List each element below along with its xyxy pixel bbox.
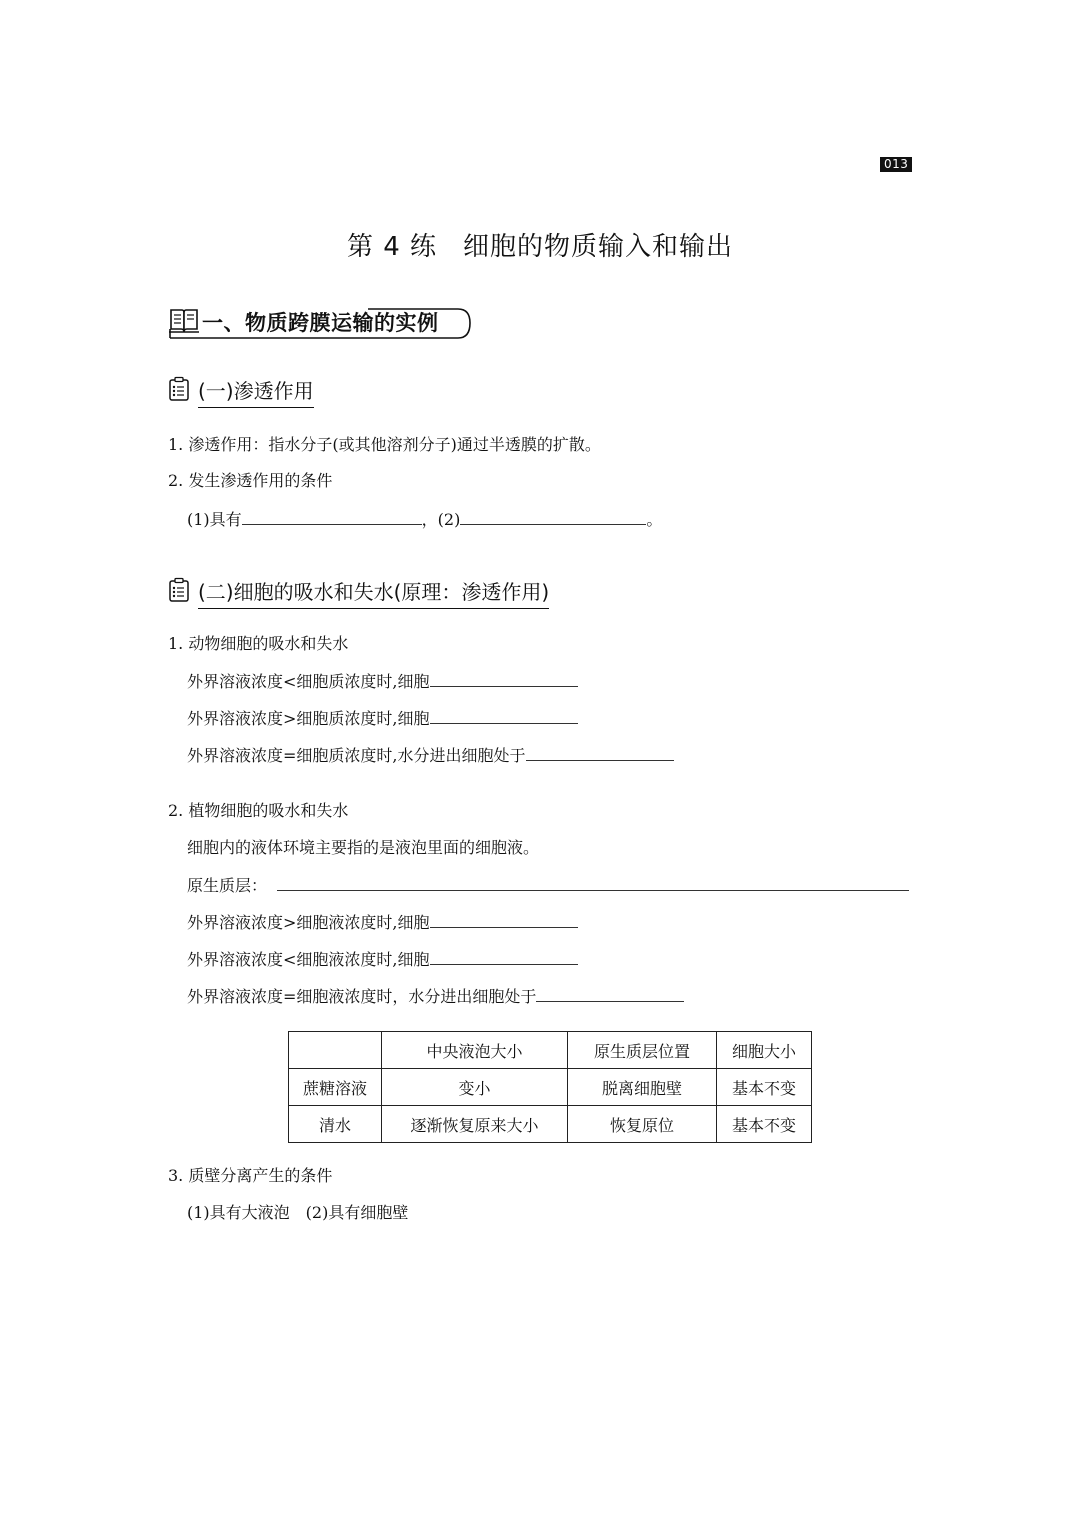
condition-1-label: (1)具有: [187, 510, 242, 529]
plant-cell-heading: 2. 植物细胞的吸水和失水: [168, 801, 349, 820]
answer-blank[interactable]: [430, 670, 578, 687]
plasmolysis-conditions-line: (1)具有大液泡 (2)具有细胞壁: [187, 1203, 409, 1222]
table-header-row: [289, 1032, 812, 1069]
osmosis-conditions-line: [187, 508, 662, 531]
table-cell: 脱离细胞壁: [568, 1069, 717, 1106]
table-header: 中央液泡大小: [382, 1032, 568, 1069]
answer-blank[interactable]: [242, 508, 422, 525]
table-cell: 清水: [289, 1106, 382, 1143]
plant-cell-line-2: [187, 874, 909, 897]
table-cell: 逐渐恢复原来大小: [382, 1106, 568, 1143]
osmosis-definition: 1. 渗透作用：指水分子(或其他溶剂分子)通过半透膜的扩散。: [168, 435, 601, 454]
page-title: [0, 226, 1080, 263]
subsection-title: (二)细胞的吸水和失水(原理：渗透作用): [198, 576, 549, 609]
comparison-table: [288, 1031, 812, 1143]
subsection-title: (一)渗透作用: [198, 375, 314, 408]
answer-blank[interactable]: [460, 508, 646, 525]
plant-cell-line-1: 细胞内的液体环境主要指的是液泡里面的细胞液。: [187, 838, 540, 857]
section-banner: [168, 305, 470, 339]
answer-blank[interactable]: [430, 707, 578, 724]
plant-cell-line-5: [187, 985, 684, 1008]
answer-blank[interactable]: [430, 911, 578, 928]
plant-cell-line-4: [187, 948, 578, 971]
animal-cell-heading: 1. 动物细胞的吸水和失水: [168, 634, 349, 653]
table-cell: 恢复原位: [568, 1106, 717, 1143]
answer-blank[interactable]: [277, 874, 909, 891]
table-cell: 基本不变: [717, 1106, 812, 1143]
statement-text: 外界溶液浓度=细胞液浓度时，水分进出细胞处于: [187, 987, 537, 1006]
answer-blank[interactable]: [526, 744, 674, 761]
book-icon: [168, 307, 200, 335]
table-row: [289, 1069, 812, 1106]
table-header: 原生质层位置: [568, 1032, 717, 1069]
statement-text: 外界溶液浓度<细胞质浓度时,细胞: [187, 672, 430, 691]
clipboard-icon: [168, 376, 190, 402]
condition-end: 。: [646, 510, 663, 529]
page-number: 013: [880, 157, 912, 172]
title-prefix: 第 4 练: [346, 232, 438, 262]
statement-text: 外界溶液浓度>细胞质浓度时,细胞: [187, 709, 430, 728]
animal-cell-line-2: [187, 707, 578, 730]
table-header: 细胞大小: [717, 1032, 812, 1069]
table-cell: 变小: [382, 1069, 568, 1106]
section-title: 一、物质跨膜运输的实例: [202, 311, 439, 335]
statement-text: 外界溶液浓度=细胞质浓度时,水分进出细胞处于: [187, 746, 526, 765]
animal-cell-line-1: [187, 670, 578, 693]
table-row: [289, 1106, 812, 1143]
plant-cell-line-3: [187, 911, 578, 934]
plasmolysis-conditions-heading: 3. 质壁分离产生的条件: [168, 1166, 333, 1185]
osmosis-conditions-heading: 2. 发生渗透作用的条件: [168, 471, 333, 490]
condition-2-label: ，(2): [421, 510, 461, 529]
table-cell: 蔗糖溶液: [289, 1069, 382, 1106]
statement-text: 外界溶液浓度>细胞液浓度时,细胞: [187, 913, 430, 932]
animal-cell-line-3: [187, 744, 674, 767]
clipboard-icon: [168, 577, 190, 603]
statement-text: 外界溶液浓度<细胞液浓度时,细胞: [187, 950, 430, 969]
title-main: 细胞的物质输入和输出: [463, 232, 734, 262]
table-cell: [289, 1032, 382, 1069]
answer-blank[interactable]: [536, 985, 684, 1002]
table-cell: 基本不变: [717, 1069, 812, 1106]
answer-blank[interactable]: [430, 948, 578, 965]
statement-text: 原生质层：: [187, 876, 268, 895]
